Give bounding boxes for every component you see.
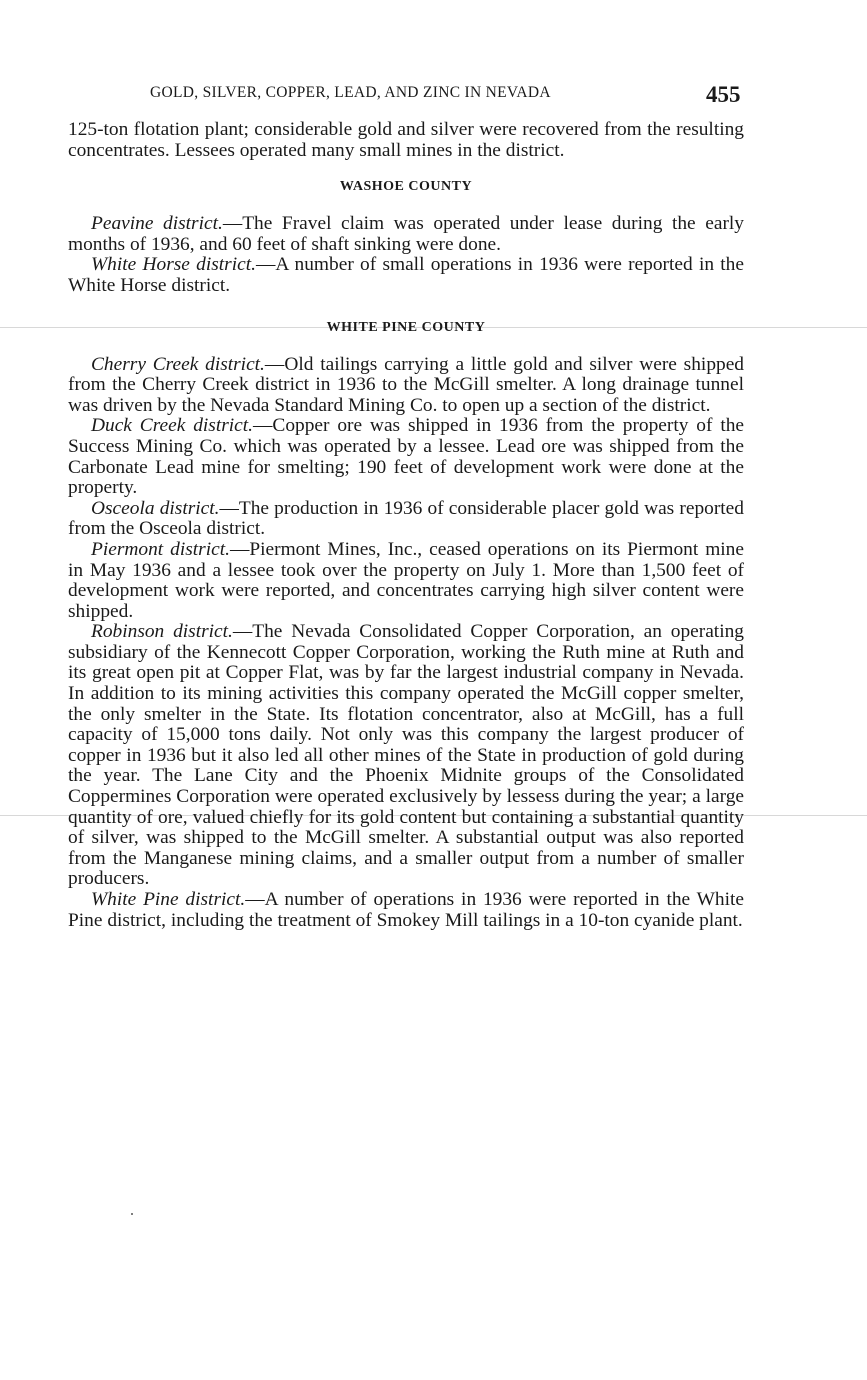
paragraph-text: —The Fravel claim was operated under lease during the early months of 1936, and 60 feet of shaft sinking were done. bbox=[68, 213, 744, 255]
continuation-paragraph: 125-ton flotation plant; considerable gold and silver were recovered from the resulting concentrates. Lessees operated many small mines in the district. bbox=[68, 119, 744, 161]
district-name: White Pine district. bbox=[91, 889, 246, 910]
paragraph-piermont-district bbox=[68, 540, 744, 622]
paragraph-osceola-district bbox=[68, 499, 744, 540]
district-name: Osceola district. bbox=[91, 497, 220, 519]
district-name: Peavine district. bbox=[91, 213, 223, 235]
district-name: Piermont district. bbox=[91, 538, 230, 560]
paragraph-white-horse-district bbox=[68, 255, 744, 296]
paragraph-robinson-district bbox=[68, 622, 744, 890]
district-name: Cherry Creek district. bbox=[91, 353, 265, 375]
paragraph-white-pine-district bbox=[68, 890, 744, 931]
paragraph-text: —A number of small operations in 1936 were reported in the White Horse district. bbox=[68, 254, 744, 296]
running-title: GOLD, SILVER, COPPER, LEAD, AND ZINC IN NEVADA bbox=[150, 84, 551, 101]
paragraph-text: —A number of operations in 1936 were reported in the White Pine district, including the treatment of Smokey Mill tailings in a 10-ton cyanide plant. bbox=[68, 889, 744, 931]
district-name: White Horse district. bbox=[91, 254, 256, 276]
scan-speck bbox=[131, 1213, 133, 1215]
paragraph-text: —Old tailings carrying a little gold and silver were shipped from the Cherry Creek district in 1936 to the McGill smelter. A long drainage tunnel was driven by the Nevada Standard Mining Co. to open up a section of the district. bbox=[68, 353, 745, 416]
paragraph-text: —Piermont Mines, Inc., ceased operations on its Piermont mine in May 1936 and a lessee took over the property on July 1. More than 1,500 feet of development work were reported, and concentrates carrying high silver content were shipped. bbox=[68, 538, 744, 622]
district-name: Duck Creek district. bbox=[91, 415, 253, 437]
district-name: Robinson district. bbox=[91, 621, 233, 643]
section-heading-white-pine-county: WHITE PINE COUNTY bbox=[326, 319, 486, 335]
paragraph-peavine-district bbox=[68, 214, 744, 255]
paragraph-text: —The production in 1936 of considerable placer gold was reported from the Osceola district. bbox=[68, 497, 744, 540]
paragraph-cherry-creek-district bbox=[68, 355, 744, 417]
paragraph-duck-creek-district bbox=[68, 416, 744, 498]
paragraph-text: —Copper ore was shipped in 1936 from the property of the Success Mining Co. which was operated by a lessee. Lead ore was shipped from the Carbonate Lead mine for smelting; 190 feet of development work were done at the property. bbox=[68, 415, 745, 499]
paragraph-text: —The Nevada Consolidated Copper Corporation, an operating subsidiary of the Kennecott Copper Corporation, working the Ruth mine at Ruth and its great open pit at Copper Flat, was by far the largest industrial company in Nevada. In addition to its mining activities this company operated the McGill copper smelter, the only smelter in the State. Its flotation concentrator, also at McGill, has a full capacity of 15,000 tons daily. Not only was this company the largest producer of copper in 1936 but it also led all other mines of the State in production of gold during the year. The Lane City and the Phoenix Midnite groups of the Consolidated Coppermines Corporation were operated exclusively by lessess during the year; a large quantity of ore, valued chiefly for its gold content but containing a substantial quantity of silver, was shipped to the McGill smelter. A substantial output was also reported from the Manganese mining claims, and a smaller output from a number of smaller producers. bbox=[68, 621, 744, 890]
section-heading-washoe-county: WASHOE COUNTY bbox=[339, 179, 473, 195]
page-number: 455 bbox=[706, 82, 741, 107]
running-head bbox=[150, 82, 750, 110]
body-text bbox=[68, 120, 744, 931]
